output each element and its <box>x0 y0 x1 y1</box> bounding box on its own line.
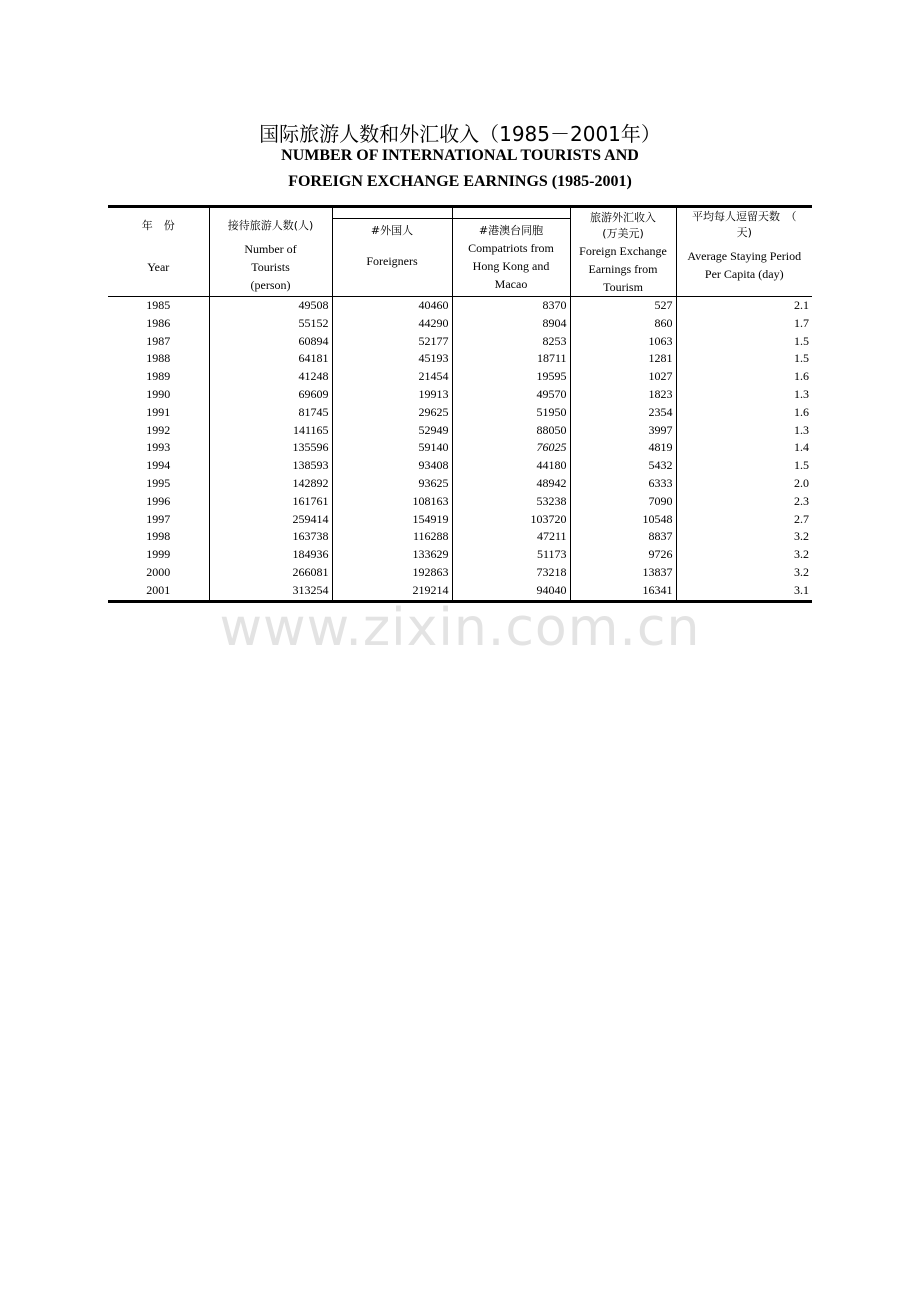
cell-stay: 1.6 <box>676 404 812 422</box>
cell-tourists: 69609 <box>209 386 332 404</box>
cell-foreigners: 108163 <box>332 493 452 511</box>
cell-tourists: 161761 <box>209 493 332 511</box>
table-row <box>108 564 812 582</box>
cell-earnings: 10548 <box>570 511 676 529</box>
table-row <box>108 333 812 351</box>
cell-tourists: 49508 <box>209 297 332 315</box>
table-row <box>108 457 812 475</box>
table-row <box>108 315 812 333</box>
page-title-english-line-1: NUMBER OF INTERNATIONAL TOURISTS AND <box>281 147 639 164</box>
cell-earnings: 16341 <box>570 582 676 601</box>
table-row <box>108 528 812 546</box>
cell-year: 1996 <box>146 493 171 508</box>
cell-earnings: 527 <box>570 297 676 315</box>
cell-foreigners: 192863 <box>332 564 452 582</box>
cell-year: 1985 <box>146 298 171 312</box>
header-earnings-en-1: Foreign Exchange <box>579 244 667 258</box>
cell-earnings: 1823 <box>570 386 676 404</box>
cell-foreigners: 52177 <box>332 333 452 351</box>
table-row <box>108 475 812 493</box>
cell-compatriots: 76025 <box>452 439 570 457</box>
cell-tourists: 259414 <box>209 511 332 529</box>
cell-tourists: 41248 <box>209 368 332 386</box>
cell-tourists: 141165 <box>209 422 332 440</box>
cell-year: 1995 <box>146 475 171 490</box>
header-year-en: Year <box>147 260 170 274</box>
cell-compatriots: 51173 <box>452 546 570 564</box>
table-row <box>108 439 812 457</box>
watermark: www.zixin.com.cn <box>219 598 701 658</box>
cell-foreigners: 44290 <box>332 315 452 333</box>
table-body <box>108 297 812 602</box>
cell-foreigners: 29625 <box>332 404 452 422</box>
cell-stay: 3.2 <box>676 528 812 546</box>
header-earnings <box>570 207 676 297</box>
cell-compatriots: 73218 <box>452 564 570 582</box>
cell-year: 2000 <box>146 564 171 579</box>
cell-tourists: 313254 <box>209 582 332 601</box>
cell-stay: 3.2 <box>676 564 812 582</box>
header-earnings-cn-2: (万美元) <box>602 227 644 240</box>
cell-year: 2001 <box>108 582 209 601</box>
cell-earnings: 13837 <box>570 564 676 582</box>
header-tourists-en-2: Tourists <box>251 260 290 274</box>
cell-tourists: 142892 <box>209 475 332 493</box>
cell-stay: 1.4 <box>676 439 812 457</box>
table-row <box>108 404 812 422</box>
cell-tourists: 55152 <box>209 315 332 333</box>
cell-year: 1987 <box>146 333 171 348</box>
header-stay-cn-2: 天) <box>736 226 752 239</box>
cell-stay: 2.0 <box>676 475 812 493</box>
subheader-divider <box>333 208 453 219</box>
header-compatriots-en-2: Hong Kong and <box>472 259 550 273</box>
cell-earnings: 1027 <box>570 368 676 386</box>
cell-tourists: 184936 <box>209 546 332 564</box>
table-row <box>108 368 812 386</box>
cell-earnings: 9726 <box>570 546 676 564</box>
header-year-cn: 年 份 <box>141 219 175 232</box>
cell-year: 1986 <box>146 315 171 330</box>
cell-compatriots: 88050 <box>452 422 570 440</box>
cell-tourists: 60894 <box>209 333 332 351</box>
cell-stay: 1.6 <box>676 368 812 386</box>
cell-tourists: 64181 <box>209 350 332 368</box>
cell-foreigners: 52949 <box>332 422 452 440</box>
header-tourists <box>209 207 332 297</box>
cell-compatriots: 53238 <box>452 493 570 511</box>
header-earnings-en-3: Tourism <box>603 280 643 294</box>
header-earnings-cn-1: 旅游外汇收入 <box>590 211 656 224</box>
cell-stay: 2.7 <box>676 511 812 529</box>
cell-stay: 1.5 <box>676 333 812 351</box>
cell-foreigners: 40460 <box>332 297 452 315</box>
cell-year: 1999 <box>146 547 171 562</box>
cell-tourists: 81745 <box>209 404 332 422</box>
header-compatriots-en-1: Compatriots from <box>468 241 554 255</box>
cell-year: 1998 <box>146 529 171 544</box>
cell-earnings: 8837 <box>570 528 676 546</box>
cell-stay: 3.1 <box>676 582 812 601</box>
cell-compatriots: 103720 <box>452 511 570 529</box>
cell-foreigners: 116288 <box>332 528 452 546</box>
table-header-row <box>108 207 812 297</box>
cell-stay: 2.1 <box>676 297 812 315</box>
cell-compatriots: 18711 <box>452 350 570 368</box>
cell-earnings: 1281 <box>570 350 676 368</box>
header-stay-en-2: Per Capita (day) <box>704 267 784 281</box>
cell-year: 1990 <box>146 386 171 401</box>
cell-year: 1993 <box>146 440 171 455</box>
cell-foreigners: 45193 <box>332 350 452 368</box>
header-stay-cn-1: 平均每人逗留天数 （ <box>692 210 797 223</box>
cell-stay: 3.2 <box>676 546 812 564</box>
cell-stay: 1.5 <box>676 457 812 475</box>
header-foreigners-cn: #外国人 <box>370 224 414 237</box>
cell-year: 1991 <box>146 404 171 419</box>
header-compatriots <box>452 207 570 297</box>
header-foreigners-en: Foreigners <box>366 254 418 268</box>
subheader-divider <box>453 208 571 219</box>
cell-year: 1988 <box>146 351 171 366</box>
cell-foreigners: 93408 <box>332 457 452 475</box>
cell-earnings: 3997 <box>570 422 676 440</box>
cell-foreigners: 19913 <box>332 386 452 404</box>
cell-year: 1997 <box>146 511 171 526</box>
header-tourists-cn: 接待旅游人数(人) <box>227 219 314 232</box>
cell-foreigners: 154919 <box>332 511 452 529</box>
cell-stay: 1.5 <box>676 350 812 368</box>
header-year <box>108 207 209 297</box>
table-row <box>108 297 812 315</box>
header-stay-en-1: Average Staying Period <box>687 249 802 263</box>
table-row <box>108 386 812 404</box>
cell-tourists: 135596 <box>209 439 332 457</box>
table-row <box>108 546 812 564</box>
cell-compatriots: 44180 <box>452 457 570 475</box>
cell-earnings: 4819 <box>570 439 676 457</box>
cell-year: 1994 <box>146 458 171 473</box>
table-row <box>108 493 812 511</box>
cell-compatriots: 48942 <box>452 475 570 493</box>
cell-compatriots: 49570 <box>452 386 570 404</box>
cell-earnings: 1063 <box>570 333 676 351</box>
page-title-chinese: 国际旅游人数和外汇收入（1985－2001年） <box>259 122 661 146</box>
tourism-statistics-table <box>108 205 812 603</box>
cell-stay: 1.3 <box>676 422 812 440</box>
cell-compatriots: 47211 <box>452 528 570 546</box>
cell-compatriots: 19595 <box>452 368 570 386</box>
table-row <box>108 422 812 440</box>
cell-earnings: 2354 <box>570 404 676 422</box>
page-title-english-line-2: FOREIGN EXCHANGE EARNINGS (1985-2001) <box>288 173 632 190</box>
header-foreigners <box>332 207 452 297</box>
cell-stay: 1.3 <box>676 386 812 404</box>
header-compatriots-cn: #港澳台同胞 <box>478 224 544 237</box>
cell-compatriots: 8370 <box>452 297 570 315</box>
cell-tourists: 163738 <box>209 528 332 546</box>
cell-tourists: 266081 <box>209 564 332 582</box>
header-tourists-en-1: Number of <box>244 242 297 256</box>
cell-year: 1992 <box>146 422 171 437</box>
cell-foreigners: 219214 <box>332 582 452 601</box>
cell-foreigners: 59140 <box>332 439 452 457</box>
header-tourists-en-3: (person) <box>250 278 291 292</box>
cell-compatriots: 51950 <box>452 404 570 422</box>
cell-foreigners: 133629 <box>332 546 452 564</box>
table-row <box>108 350 812 368</box>
cell-earnings: 7090 <box>570 493 676 511</box>
cell-compatriots: 8253 <box>452 333 570 351</box>
cell-earnings: 6333 <box>570 475 676 493</box>
table-row <box>108 511 812 529</box>
cell-earnings: 860 <box>570 315 676 333</box>
header-earnings-en-2: Earnings from <box>588 262 658 276</box>
header-compatriots-en-3: Macao <box>494 277 528 291</box>
cell-stay: 2.3 <box>676 493 812 511</box>
cell-compatriots: 94040 <box>452 582 570 601</box>
cell-foreigners: 93625 <box>332 475 452 493</box>
header-stay <box>676 207 812 297</box>
cell-tourists: 138593 <box>209 457 332 475</box>
cell-stay: 1.7 <box>676 315 812 333</box>
cell-foreigners: 21454 <box>332 368 452 386</box>
cell-compatriots: 8904 <box>452 315 570 333</box>
cell-earnings: 5432 <box>570 457 676 475</box>
cell-year: 1989 <box>146 369 171 384</box>
